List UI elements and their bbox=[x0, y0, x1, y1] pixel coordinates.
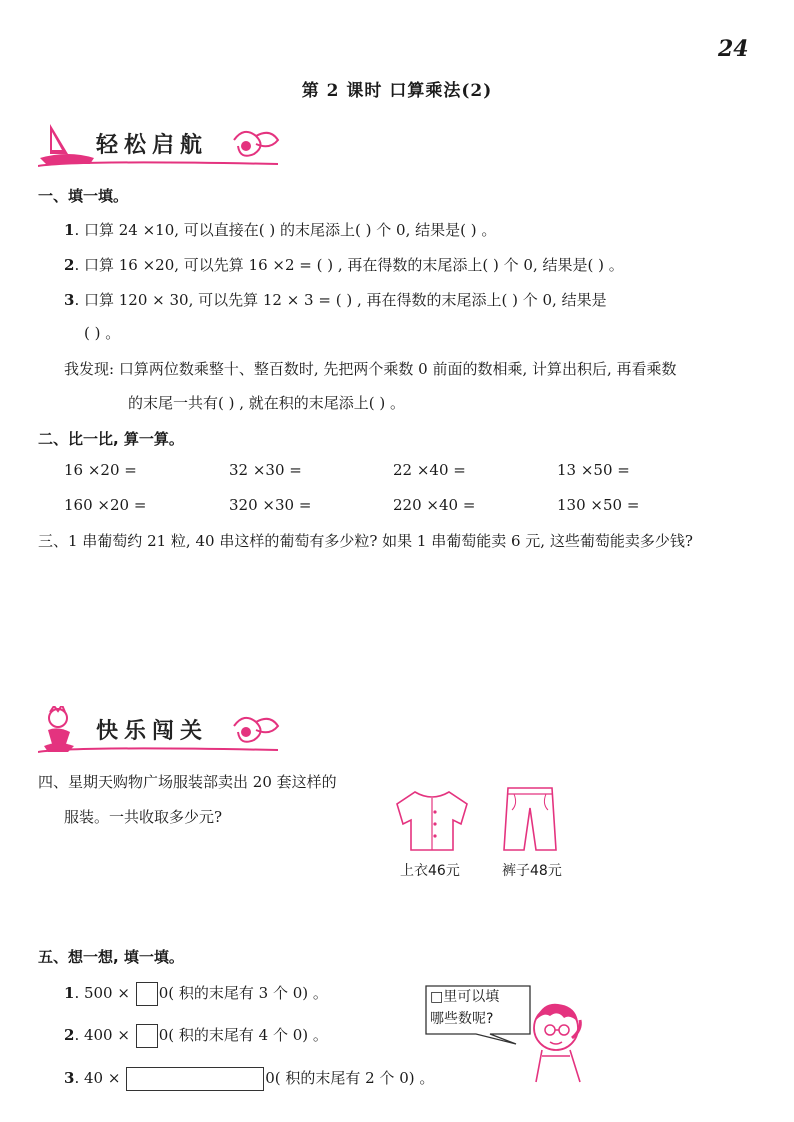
discovery-line-2: 的末尾一共有( ) , 就在积的末尾添上( ) 。 bbox=[128, 394, 406, 412]
calc-item: 13 ×50 = bbox=[557, 461, 630, 479]
banner-happy-challenge bbox=[38, 706, 298, 754]
calc-item: 160 ×20 = bbox=[64, 496, 147, 514]
question-1-3 bbox=[64, 289, 607, 310]
question-number: 1 bbox=[64, 984, 75, 1002]
question-prefix: . 40 × bbox=[74, 1069, 121, 1087]
section1-heading: 一、填一填。 bbox=[38, 187, 129, 205]
question-5-3 bbox=[64, 1067, 434, 1091]
shirt-price-caption: 上衣46元 bbox=[400, 863, 460, 879]
question-number: 3 bbox=[64, 1069, 75, 1087]
banner-title-1: 轻松启航 bbox=[96, 133, 209, 158]
question-number: 2 bbox=[64, 256, 75, 274]
question-suffix: 0( 积的末尾有 2 个 0) 。 bbox=[265, 1069, 435, 1087]
section4-line-1: 四、星期天购物广场服装部卖出 20 套这样的 bbox=[38, 773, 337, 791]
question-number: 2 bbox=[64, 1026, 75, 1044]
question-number: 3 bbox=[64, 291, 75, 309]
question-number: 1 bbox=[64, 221, 75, 239]
calc-item: 16 ×20 = bbox=[64, 461, 137, 479]
banner-title-2: 快乐闯关 bbox=[96, 719, 209, 744]
bubble-line-1: □里可以填 bbox=[430, 989, 500, 1005]
section4-line-2: 服装。一共收取多少元? bbox=[64, 808, 223, 826]
calc-item: 220 ×40 = bbox=[393, 496, 476, 514]
calc-item: 22 ×40 = bbox=[393, 461, 466, 479]
discovery-line-1: 我发现: 口算两位数乘整十、整百数时, 先把两个乘数 0 前面的数相乘, 计算出积后, 再看乘数 bbox=[64, 360, 677, 378]
question-suffix: 0( 积的末尾有 3 个 0) 。 bbox=[158, 984, 328, 1002]
question-text: . 口算 24 ×10, 可以直接在( ) 的末尾添上( ) 个 0, 结果是( ) 。 bbox=[74, 221, 497, 239]
question-5-1 bbox=[64, 982, 328, 1006]
bubble-line-2: 哪些数呢? bbox=[430, 1011, 494, 1027]
answer-box[interactable] bbox=[136, 982, 158, 1006]
section2-heading: 二、比一比, 算一算。 bbox=[38, 430, 184, 448]
calc-item: 130 ×50 = bbox=[557, 496, 640, 514]
question-prefix: . 400 × bbox=[74, 1026, 130, 1044]
lesson-title: 第 2 课时 口算乘法(2) bbox=[301, 81, 493, 101]
thinking-boy-icon bbox=[526, 998, 592, 1084]
section5-heading: 五、想一想, 填一填。 bbox=[38, 948, 184, 966]
shirt-icon bbox=[395, 788, 469, 854]
answer-box[interactable] bbox=[126, 1067, 264, 1091]
calc-item: 32 ×30 = bbox=[229, 461, 302, 479]
question-prefix: . 500 × bbox=[74, 984, 130, 1002]
question-1-2 bbox=[64, 254, 624, 275]
question-text: . 口算 120 × 30, 可以先算 12 × 3 = ( ) , 再在得数的末尾添上( ) 个 0, 结果是 bbox=[74, 291, 607, 309]
question-5-2 bbox=[64, 1024, 328, 1048]
pants-price-caption: 裤子48元 bbox=[502, 863, 562, 879]
question-1-3-continued: ( ) 。 bbox=[84, 324, 121, 342]
answer-box[interactable] bbox=[136, 1024, 158, 1048]
page-number: 24 bbox=[718, 36, 749, 62]
question-1-1 bbox=[64, 219, 496, 240]
calc-item: 320 ×30 = bbox=[229, 496, 312, 514]
question-suffix: 0( 积的末尾有 4 个 0) 。 bbox=[158, 1026, 328, 1044]
pants-icon bbox=[502, 784, 558, 854]
section3-question: 三、1 串葡萄约 21 粒, 40 串这样的葡萄有多少粒? 如果 1 串葡萄能卖 6 元, 这些葡萄能卖多少钱? bbox=[38, 532, 693, 550]
banner-easy-start bbox=[38, 120, 298, 168]
question-text: . 口算 16 ×20, 可以先算 16 ×2 = ( ) , 再在得数的末尾添上( ) 个 0, 结果是( ) 。 bbox=[74, 256, 624, 274]
